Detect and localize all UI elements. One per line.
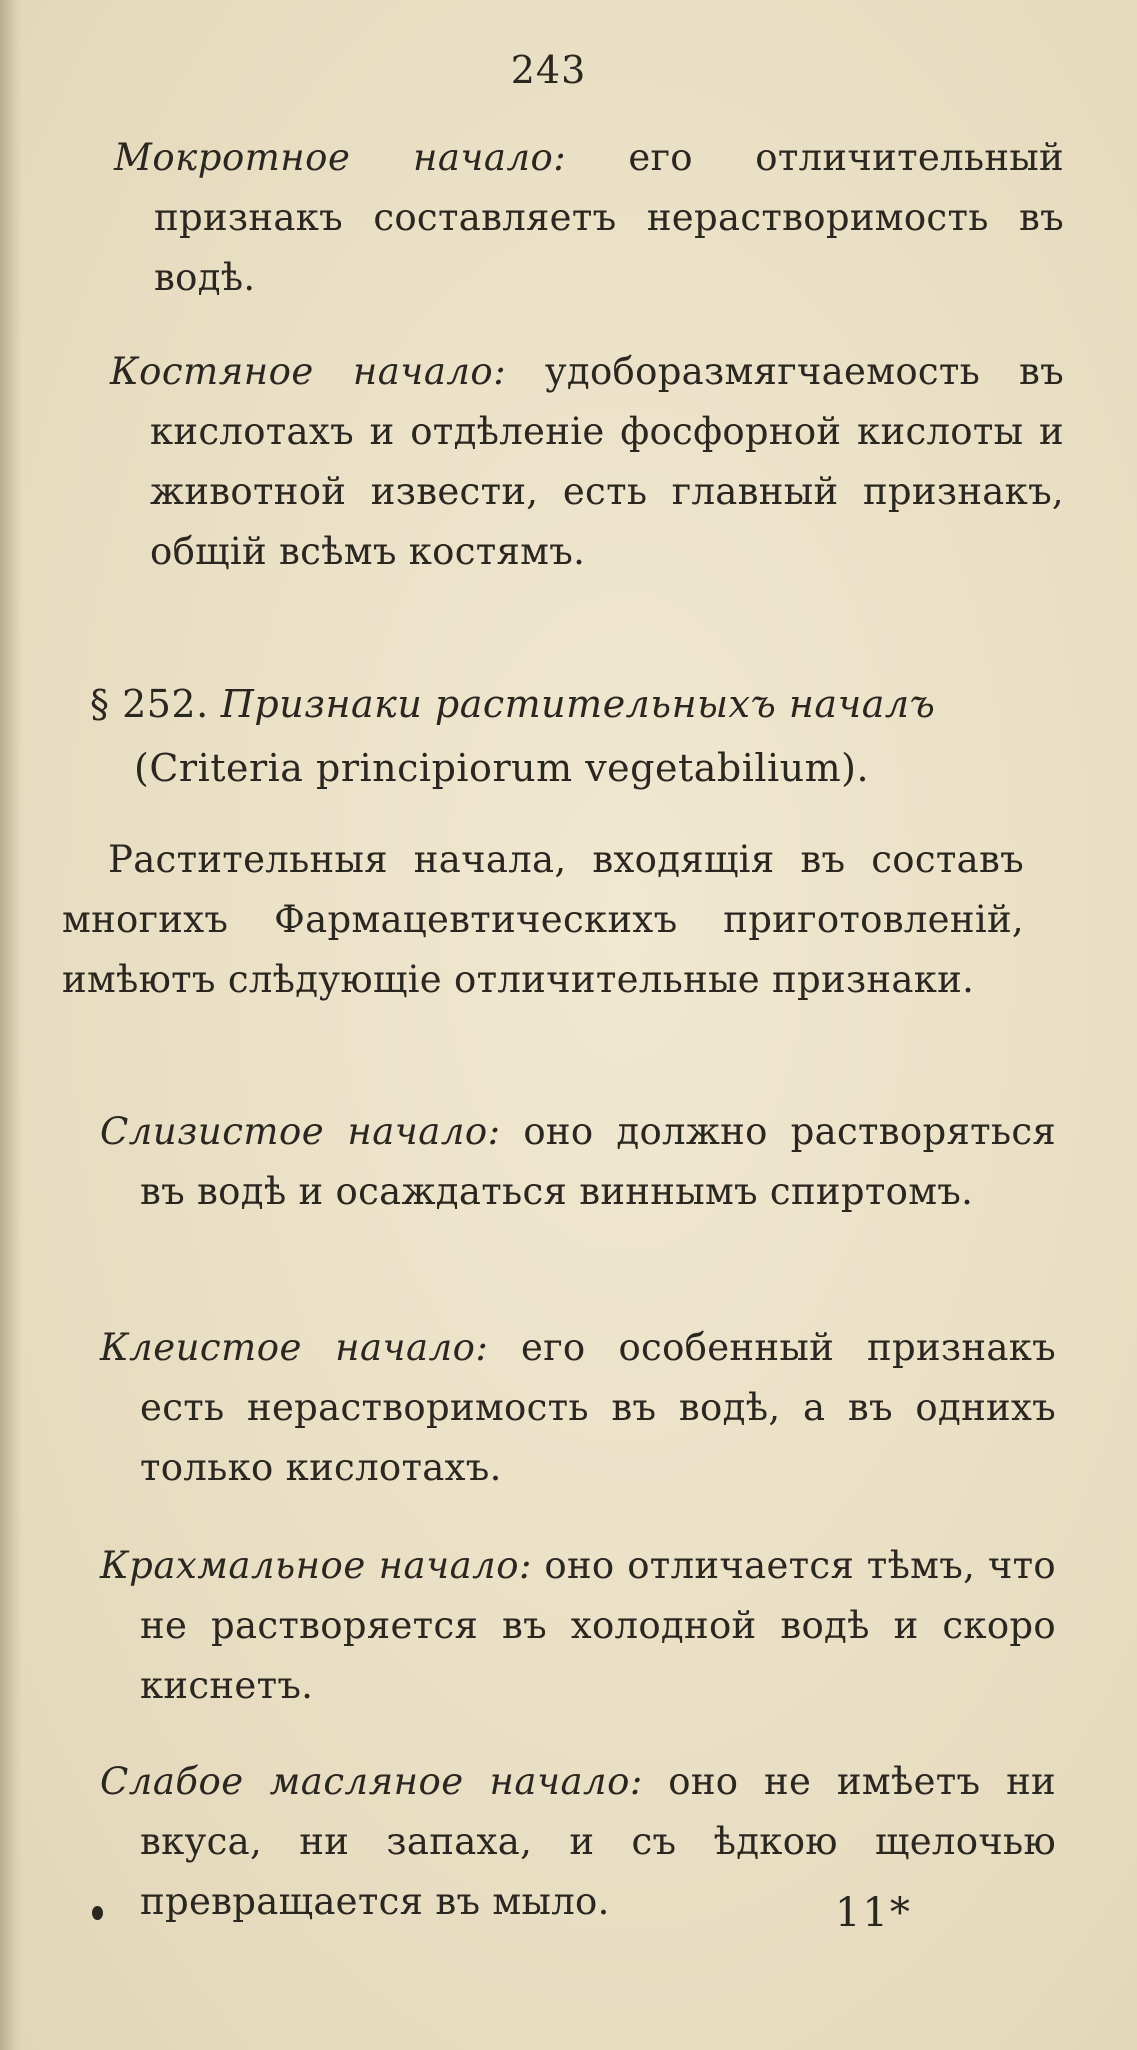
entry-term: Мокротное начало:	[114, 136, 567, 179]
entry-term: Крахмальное начало:	[100, 1544, 532, 1587]
signature-mark: 11*	[835, 1890, 912, 1936]
entry-text: оно отличается тѣмъ, что не растворяется въ холодной водѣ и скоро кисн​етъ.	[140, 1544, 1056, 1707]
entry-text: оно не имѣетъ ни вкуса, ни запаха, и съ ѣдкою щелочью превращается въ мыло.	[140, 1760, 1056, 1923]
entry-term: Слизистое начало:	[100, 1110, 501, 1153]
entry-term: Костяное начало:	[110, 350, 507, 393]
section-latin-title: (Criteria principiorum vegetabilium).	[134, 746, 870, 790]
section-heading	[90, 672, 1030, 800]
entry-term: Слабое масляное начало:	[100, 1760, 643, 1803]
section-title: Признаки растительныхъ началъ	[220, 682, 936, 726]
page-number: 243	[510, 48, 587, 92]
entry-mucilage-principle	[100, 1102, 1056, 1222]
ink-spot	[92, 1906, 103, 1920]
binding-shadow	[0, 0, 22, 2050]
entry-text: его особенный признакъ есть нерастворимость въ водѣ, а въ однихъ только кислотахъ.	[140, 1326, 1056, 1489]
entry-text: оно должно растворяться въ водѣ и осаждаться виннымъ спиртомъ.	[140, 1110, 1057, 1213]
entry-starch-principle	[100, 1536, 1056, 1716]
entry-text: удоборазмягчаемость въ кислотахъ и отдѣленіе фосфорной кислоты и животной извести, есть главный признакъ, общій всѣмъ костямъ.	[150, 350, 1065, 573]
entry-mucous-principle	[114, 128, 1064, 308]
section-number: § 252.	[90, 682, 209, 726]
entry-gluten-principle	[100, 1318, 1056, 1498]
entry-bone-principle	[110, 342, 1064, 582]
entry-term: Клеистое начало:	[100, 1326, 489, 1369]
entry-text: его отличительный признакъ составляетъ нерастворимость въ водѣ.	[154, 136, 1064, 299]
intro-paragraph: Растительныя начала, входящія въ составъ многихъ Фармацевтическихъ приготовленій, имѣютъ слѣдующіе отличительные признаки.	[62, 838, 1024, 1001]
entry-weak-oil-principle	[100, 1752, 1056, 1932]
